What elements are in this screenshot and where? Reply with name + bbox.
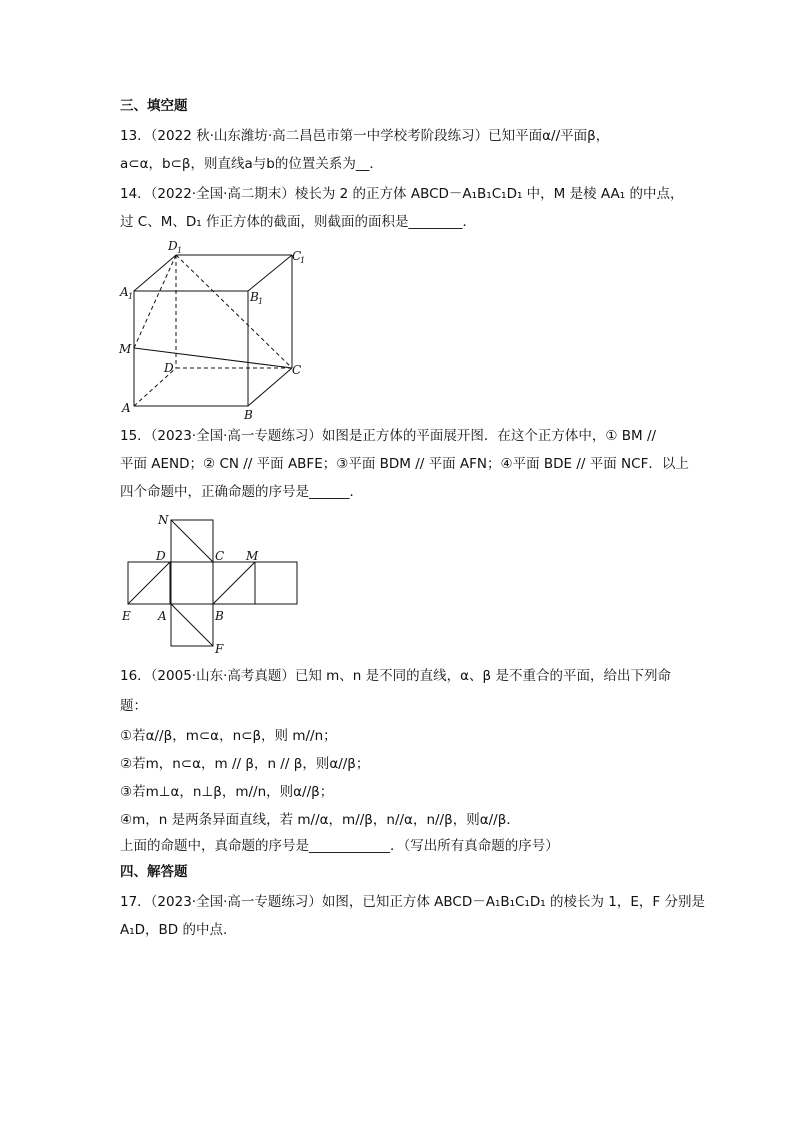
- cube-front-face: [134, 291, 248, 406]
- section-line: [134, 255, 176, 348]
- question-17-line-1: 17．（2023·全国·高一专题练习）如图，已知正方体 ABCD－A₁B₁C₁D₁ 的棱长为 1，E，F 分别是: [120, 894, 705, 910]
- question-13-line-2: a⊂α，b⊂β，则直线a与b的位置关系为__．: [120, 156, 383, 172]
- cube-figure: [112, 238, 312, 420]
- label-D: D: [156, 549, 166, 563]
- label-E: E: [122, 609, 131, 623]
- question-14-line-1: 14．（2022·全国·高二期末）棱长为 2 的正方体 ABCD－A₁B₁C₁D₁ 中，M 是棱 AA₁ 的中点，: [120, 186, 684, 202]
- question-17-line-2: A₁D，BD 的中点.: [120, 922, 228, 938]
- label-M: M: [119, 342, 132, 356]
- label-N: N: [158, 513, 169, 527]
- question-14-line-2: 过 C、M、D₁ 作正方体的截面，则截面的面积是________．: [120, 214, 476, 230]
- question-13-line-1: 13．（2022 秋·山东潍坊·高二昌邑市第一中学校考阶段练习）已知平面α//平面β，: [120, 128, 610, 144]
- cube-edge: [248, 368, 292, 406]
- net-diagonal: [128, 562, 170, 604]
- label-A1: A: [120, 285, 129, 299]
- question-15-line-1: 15．（2023·全国·高一专题练习）如图是正方体的平面展开图．在这个正方体中，① BM //: [120, 428, 657, 444]
- net-square: [255, 562, 297, 604]
- question-16-item-1: ①若α//β，m⊂α，n⊂β，则 m//n；: [120, 728, 337, 744]
- cube-edge: [248, 255, 292, 291]
- cube-net-figure: [118, 508, 308, 656]
- label-B: B: [244, 408, 253, 420]
- svg-text:1: 1: [300, 256, 306, 265]
- question-16-answer-line: 上面的命题中，真命题的序号是____________．（写出所有真命题的序号）: [120, 838, 559, 854]
- question-16-item-4: ④m，n 是两条异面直线，若 m//α，m//β，n//α，n//β，则α//β．: [120, 812, 520, 828]
- label-D1: D: [168, 239, 178, 253]
- label-F: F: [215, 642, 224, 656]
- svg-text:1: 1: [177, 246, 183, 255]
- question-16-item-2: ②若m，n⊂α，m // β，n // β，则α//β；: [120, 756, 370, 772]
- label-A: A: [122, 401, 131, 415]
- question-16-line-1: 16．（2005·山东·高考真题）已知 m、n 是不同的直线，α、β 是不重合的平面，给出下列命: [120, 668, 671, 684]
- section-line: [134, 348, 292, 368]
- net-square: [171, 562, 213, 604]
- label-C: C: [292, 363, 302, 377]
- label-C: C: [215, 549, 225, 563]
- question-16-line-2: 题：: [120, 698, 147, 714]
- net-diagonal: [171, 520, 213, 562]
- svg-text:1: 1: [258, 297, 264, 306]
- label-D: D: [164, 361, 174, 375]
- question-15-line-3: 四个命题中，正确命题的序号是______．: [120, 484, 363, 500]
- svg-text:1: 1: [128, 292, 134, 301]
- label-B1: B: [250, 290, 259, 304]
- label-C1: C: [292, 249, 302, 263]
- net-diagonal: [213, 562, 255, 604]
- label-B: B: [215, 609, 224, 623]
- question-15-line-2: 平面 AEND；② CN // 平面 ABFE；③平面 BDM // 平面 AFN；④平面 BDE // 平面 NCF．以上: [120, 456, 689, 472]
- net-diagonal: [171, 604, 213, 646]
- section-line: [176, 255, 292, 368]
- question-16-item-3: ③若m⊥α，n⊥β，m//n，则α//β；: [120, 784, 334, 800]
- label-M: M: [246, 549, 259, 563]
- section-4-heading: 四、解答题: [120, 864, 188, 880]
- label-A: A: [158, 609, 167, 623]
- section-3-heading: 三、填空题: [120, 98, 188, 114]
- cube-edge: [134, 255, 176, 291]
